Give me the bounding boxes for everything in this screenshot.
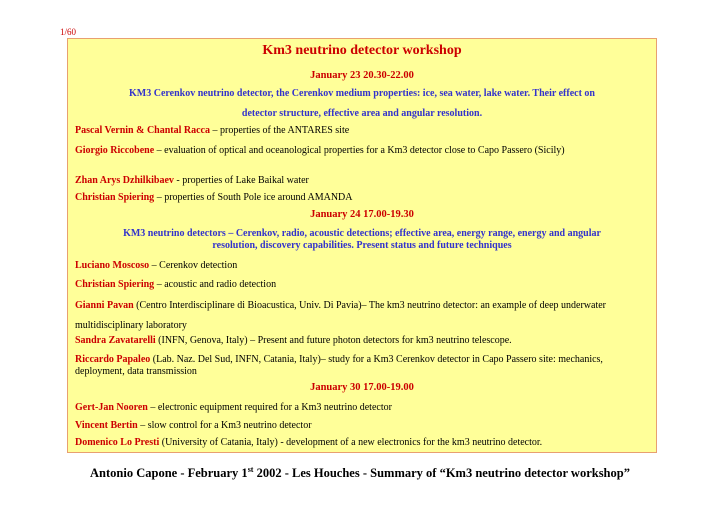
talk-description: – properties of the ANTARES site <box>210 125 350 136</box>
footer-superscript: st <box>247 465 254 474</box>
speaker-entry <box>75 175 648 187</box>
speaker-name: Christian Spiering <box>75 192 155 203</box>
talk-description: (Lab. Naz. Del Sud, INFN, Catania, Italy)– study for a Km3 Cerenkov detector in Capo Passero site: mechanics, deployment, data transmission <box>75 354 603 377</box>
page-number: 1/60 <box>60 27 77 37</box>
speaker-name: Gert-Jan Nooren <box>75 402 148 413</box>
speaker-entry <box>75 260 648 272</box>
footer-text: 2002 - Les Houches - Summary of “Km3 neutrino detector workshop” <box>253 466 630 481</box>
talk-description: – Cerenkov detection <box>149 260 238 271</box>
speaker-entry <box>75 335 648 347</box>
speaker-entry <box>75 296 648 336</box>
speaker-name: Christian Spiering <box>75 279 155 290</box>
speaker-name: Luciano Moscoso <box>75 260 150 271</box>
speaker-name: Domenico Lo Presti <box>75 437 160 448</box>
talk-description: (Centro Interdisciplinare di Bioacustica, Univ. Di Pavia)– The km3 neutrino detector: an example of deep underwater multidisciplinary laboratory <box>75 300 606 331</box>
speaker-name: Sandra Zavatarelli <box>75 335 156 346</box>
slide-footer <box>0 465 720 481</box>
speaker-name: Riccardo Papaleo <box>75 354 151 365</box>
speaker-name: Giorgio Riccobene <box>75 145 155 156</box>
session-date: January 30 17.00-19.00 <box>310 382 414 393</box>
session-topic-line: detector structure, effective area and angular resolution. <box>241 108 483 119</box>
speaker-entry <box>75 145 648 157</box>
talk-description: – slow control for a Km3 neutrino detector <box>137 420 312 431</box>
speaker-entry <box>75 437 648 449</box>
slide-title: Km3 neutrino detector workshop <box>262 43 462 58</box>
speaker-name: Zhan Arys Dzhilkibaev <box>75 175 174 186</box>
session-date: January 23 20.30-22.00 <box>310 70 414 81</box>
talk-description: – electronic equipment required for a Km3 neutrino detector <box>147 402 392 413</box>
talk-description: – acoustic and radio detection <box>154 279 277 290</box>
speaker-entry <box>75 420 648 432</box>
speaker-name: Gianni Pavan <box>75 300 134 311</box>
footer-text: Antonio Capone - February 1 <box>90 466 248 481</box>
session-topic-line: KM3 neutrino detectors – Cerenkov, radio, acoustic detections; effective area, energy range, energy and angular <box>123 228 601 239</box>
session-topic-line: KM3 Cerenkov neutrino detector, the Cerenkov medium properties: ice, sea water, lake water. Their effect on <box>129 88 595 99</box>
talk-description: – properties of South Pole ice around AMANDA <box>154 192 353 203</box>
talk-description: (University of Catania, Italy) - development of a new electronics for the km3 neutrino detector. <box>159 437 543 448</box>
speaker-entry <box>75 192 648 204</box>
talk-description: (INFN, Genova, Italy) – Present and future photon detectors for km3 neutrino telescope. <box>155 335 512 346</box>
speaker-entry <box>75 354 648 378</box>
session-topic-line: resolution, discovery capabilities. Present status and future techniques <box>212 240 512 251</box>
speaker-entry <box>75 279 648 291</box>
slide-panel <box>67 38 657 453</box>
speaker-name: Vincent Bertin <box>75 420 138 431</box>
speaker-name: Pascal Vernin & Chantal Racca <box>75 125 210 136</box>
speaker-entry <box>75 125 648 137</box>
session-date: January 24 17.00-19.30 <box>310 209 414 220</box>
speaker-entry <box>75 402 648 414</box>
talk-description: – evaluation of optical and oceanological properties for a Km3 detector close to Capo Passero (Sicily) <box>154 145 565 156</box>
talk-description: - properties of Lake Baikal water <box>173 175 309 186</box>
